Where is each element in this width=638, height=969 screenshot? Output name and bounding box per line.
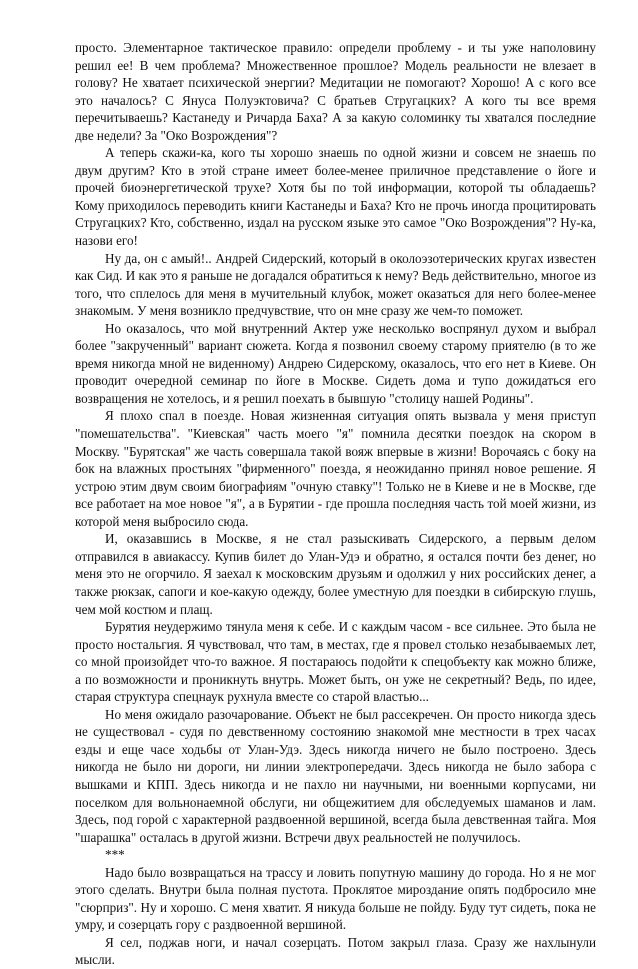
paragraph: Я сел, поджав ноги, и начал созерцать. Потом закрыл глаза. Сразу же нахлынули мысли. <box>75 934 596 968</box>
paragraph: Но оказалось, что мой внутренний Актер уже несколько воспрянул духом и выбрал более "закрученный" вариант сюжета. Когда я позвонил своему старому приятелю (в то же время никогда мной не виденному) Андрею Сидерскому, оказалось, что его нет в Киеве. Он проводит очередной семинар по йоге в Москве. Сидеть дома и тупо дожидаться его возвращения не хотелось, и я решил поехать в бывшую "столицу нашей Родины". <box>75 320 596 406</box>
paragraph: просто. Элементарное тактическое правило: определи проблему - и ты уже наполовину решил ее! В чем проблема? Множественное прошлое? Модель реальности не влезает в голову? Не хватает психической энергии? Медитации не помогают? Хорошо! А с кого все это началось? С Януса Полуэктовича? С братьев Стругацких? А кого ты все время перечитываешь? Кастанеду и Ричарда Баха? А за какую соломинку ты хватался последние две недели? За "Око Возрождения"? <box>75 40 596 143</box>
paragraph: Но меня ожидало разочарование. Объект не был рассекречен. Он просто никогда здесь не существовал - судя по девственному состоянию знакомой мне местности в трех часах езды и еще часе ходьбы от Улан-Удэ. Здесь никогда ничего не было построено. Здесь никогда не было ни дороги, ни линии электропередачи. Здесь никогда не было забора с вышками и КПП. Здесь никогда и не пахло ни научными, ни военными корпусами, ни поселком для вольнонаемной обслуги, ни общежитием для обследуемых шаманов и лам. Здесь, под горой с характерной раздвоенной вершиной, всегда была девственная тайга. Моя "шарашка" осталась в другой жизни. Встречи двух реальностей не получилось. <box>75 706 596 845</box>
paragraph: Ну да, он с амый!.. Андрей Сидерский, который в околоэзотерических кругах известен как Сид. И как это я раньше не догадался обратиться к нему? Ведь действительно, многое из того, что сплелось для меня в мучительный клубок, может оказаться для него более-менее знакомым. У меня возникло предчувствие, что он мне сразу же чем-то поможет. <box>75 250 596 319</box>
paragraph: Бурятия неудержимо тянула меня к себе. И с каждым часом - все сильнее. Это была не просто ностальгия. Я чувствовал, что там, в местах, где я провел столько незабываемых лет, со мной произойдет что-то важное. Я постараюсь подойти к спецобъекту как можно ближе, а по возможности и проникнуть внутрь. Может быть, он уже не секретный? Ведь, по идее, старая структура спецнаук рухнула вместе со старой властью... <box>75 619 596 705</box>
section-separator: *** <box>105 847 125 863</box>
paragraph: А теперь скажи-ка, кого ты хорошо знаешь по одной жизни и совсем не знаешь по двум другим? Кто в этой стране имеет более-менее приличное представление о йоге и прочей биоэнергетической трухе? Хотя бы по той информации, которой ты обладаешь? Кому приходилось переводить книги Кастанеды и Баха? Кто не прочь иногда процитировать Стругацких? Кто, собственно, издал на русском языке это самое "Око Возрождения"? Ну-ка, назови его! <box>75 145 596 249</box>
paragraph: Я плохо спал в поезде. Новая жизненная ситуация опять вызвала у меня приступ "помешательства". "Киевская" часть моего "я" помнила десятки поездок на скором в Москву. "Бурятская" же часть совершала такой вояж впервые в жизни! Ворочаясь с боку на бок на влажных простынях "фирменного" поезда, я неожиданно принял новое решение. Я устрою этим двум своим биографиям "очную ставку"! Только не в Киеве и не в Москве, где все работает на мое новое "я", а в Бурятии - где прошла последняя часть той моей жизни, из которой меня выбросило сюда. <box>75 408 596 529</box>
paragraph: И, оказавшись в Москве, я не стал разыскивать Сидерского, а первым делом отправился в авиакассу. Купив билет до Улан-Удэ и обратно, я остался почти без денег, но меня это не огорчило. Я заехал к московским друзьям и одолжил у них российских денег, а также рюкзак, сапоги и кое-какую одежду, более уместную для поездки в сибирскую глушь, чем мой костюм и плащ. <box>75 531 596 617</box>
paragraph: Надо было возвращаться на трассу и ловить попутную машину до города. Но я не мог этого сделать. Внутри была полная пустота. Проклятое мироздание опять подбросило мне "сюрприз". Ну и хорошо. С меня хватит. Я никуда больше не пойду. Буду тут сидеть, пока не умру, и созерцать гору с раздвоенной вершиной. <box>75 864 596 933</box>
